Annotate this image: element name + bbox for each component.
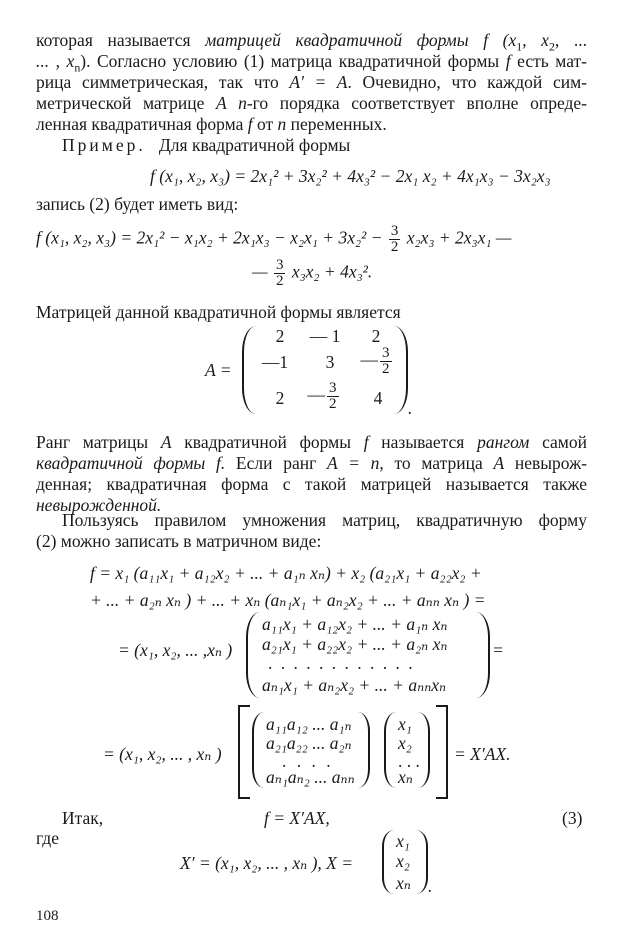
right-bracket: [436, 705, 448, 799]
column-left-paren: [246, 612, 260, 698]
example-heading: Пример. Для квадратичной формы: [62, 135, 351, 155]
vector-x-row: x₂: [398, 733, 412, 753]
rank-line4: невырожденной.: [36, 495, 162, 515]
derivation-line1: f = x₁ (a₁₁x₁ + a₁₂x₂ + ... + a₁ₙ xₙ) + x₂ (a₂₁x₁ + a₂₂x₂ +: [90, 563, 482, 583]
derivation-line2: + ... + a₂ₙ xₙ ) + ... + xₙ (aₙ₁x₁ + aₙ₂x₂ + ... + aₙₙ xₙ ) =: [90, 590, 486, 610]
vector-x-right-paren: [418, 712, 430, 788]
matrix-cell: —1: [261, 352, 289, 372]
matrix-cell: 2: [275, 388, 285, 408]
rank-line2: квадратичной формы f. Если ранг A = n, то матрица A невырож-: [36, 453, 587, 473]
x-vector-row: x₁: [396, 831, 410, 851]
matrix-cell: 2: [275, 326, 285, 346]
para1-line4: метрической матрице A n-го порядка соответствует вполне опреде-: [36, 93, 588, 113]
matrix-cell: 2: [371, 326, 381, 346]
matrix-cell-frac: — $\frac{3}{2}$: [360, 345, 390, 377]
matrix-cell: 4: [373, 388, 383, 408]
vector-x-row: x₁: [398, 714, 412, 734]
matrix-a-row: . . . .: [282, 751, 334, 771]
x-vector-right-paren: [416, 830, 428, 894]
rank-line3: денная; квадратичная форма с такой матрицей называется также: [36, 474, 587, 494]
matrix-a-row: aₙ₁aₙ₂ ... aₙₙ: [266, 767, 355, 787]
vector-x-row: xₙ: [398, 767, 413, 787]
para1-line1: которая называется матрицей квадратичной формы f ($x_1$, $x_2$, ...: [36, 30, 587, 54]
derivation-line3-suffix: =: [492, 640, 504, 660]
matrix-end: .: [408, 398, 413, 418]
expanded-line2: — $\frac{3}{2}$ x₃x₂ + 4x₃².: [252, 257, 373, 289]
left-bracket: [238, 705, 250, 799]
itak: Итак,: [62, 808, 104, 828]
derivation-line3-prefix: = (x₁, x₂, ... ,xₙ ): [118, 640, 233, 660]
matrix-cell-frac: — $\frac{3}{2}$: [307, 380, 337, 412]
matrix-a-row: a₁₁a₁₂ ... a₁ₙ: [266, 714, 352, 734]
column-row: a₁₁x₁ + a₁₂x₂ + ... + a₁ₙ xₙ: [262, 614, 448, 634]
para1-line3: рица симметрическая, так что A' = A. Очевидно, что каждой сим-: [36, 72, 587, 92]
column-right-paren: [476, 612, 490, 698]
rank-line1: Ранг матрицы A квадратичной формы f называется рангом самой: [36, 432, 588, 452]
matrix-a-row: a₂₁a₂₂ ... a₂ₙ: [266, 733, 352, 753]
matrix-a-right-paren: [358, 712, 370, 788]
matrix-a-left-paren: [252, 712, 264, 788]
x-definition-end: .: [428, 876, 433, 896]
vector-x-row: . . .: [398, 751, 420, 771]
page-number: 108: [36, 908, 59, 924]
gde: где: [36, 828, 59, 848]
matrix-para-line1: Пользуясь правилом умножения матриц, квадратичную форму: [62, 510, 587, 530]
equation-number: (3): [562, 808, 583, 828]
x-vector-row: x₂: [396, 851, 410, 871]
derivation-line4-suffix: = X′AX.: [454, 744, 511, 764]
x-definition: X′ = (x₁, x₂, ... , xₙ ), X =: [180, 853, 354, 873]
matrix-para-line2: (2) можно записать в матричном виде:: [36, 531, 322, 551]
para1-line5: ленная квадратичная форма f от n переменных.: [36, 114, 387, 134]
vector-x-left-paren: [384, 712, 396, 788]
expanded-line1: f (x₁, x₂, x₃) = 2x₁² − x₁x₂ + 2x₁x₃ − x₂x₁ + 3x₂² − $\frac{3}{2}$ x₂x₃ + 2x₃x₁ —: [36, 223, 512, 255]
derivation-line4-prefix: = (x₁, x₂, ... , xₙ ): [103, 744, 222, 764]
column-row: . . . . . . . . . . . .: [268, 653, 415, 673]
matrix-cell: — 1: [309, 326, 341, 346]
column-row: a₂₁x₁ + a₂₂x₂ + ... + a₂ₙ xₙ: [262, 634, 448, 654]
matrix-A-label: A =: [205, 360, 232, 380]
matrix-cell: 3: [325, 352, 335, 372]
column-row: aₙ₁x₁ + aₙ₂x₂ + ... + aₙₙxₙ: [262, 675, 447, 695]
matrix-A-left-paren: [242, 326, 256, 414]
conclusion-formula: f = X′AX,: [264, 808, 330, 828]
matrix-intro: Матрицей данной квадратичной формы является: [36, 302, 401, 322]
x-vector-left-paren: [382, 830, 394, 894]
example-formula: f (x₁, x₂, x₃) = 2x₁² + 3x₂² + 4x₃² − 2x₁ x₂ + 4x₁x₃ − 3x₂x₃: [150, 166, 551, 186]
x-vector-row: xₙ: [396, 873, 411, 893]
para1-line2: ... , $x_n$). Согласно условию (1) матрица квадратичной формы f есть мат-: [36, 51, 588, 75]
record-text: запись (2) будет иметь вид:: [36, 194, 239, 214]
